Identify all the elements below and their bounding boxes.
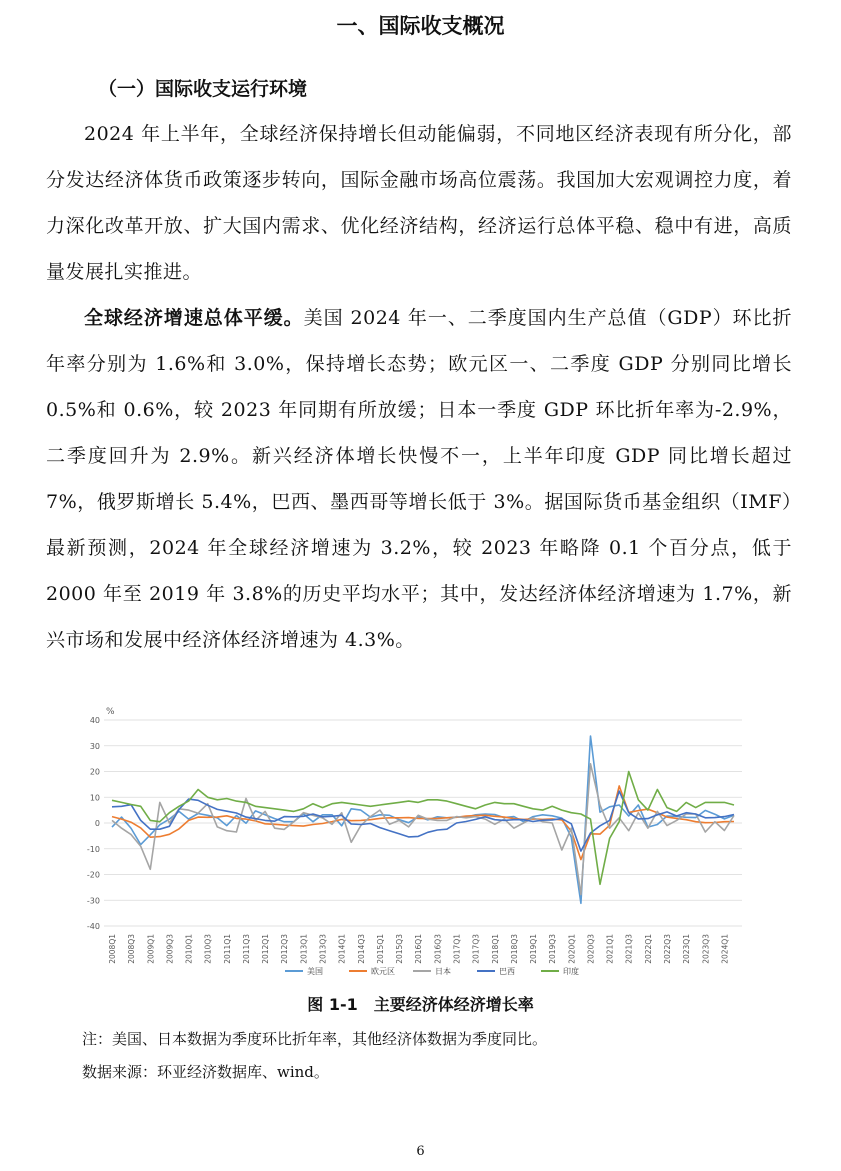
gdp-growth-line-chart <box>80 702 760 984</box>
chart-x-axis <box>108 934 729 964</box>
x-tick-label: 2020Q3 <box>586 934 596 964</box>
x-tick-label: 2011Q3 <box>241 934 251 964</box>
y-tick-label: 30 <box>89 741 100 751</box>
x-tick-label: 2013Q1 <box>299 934 309 964</box>
y-tick-label: -20 <box>86 870 100 880</box>
subsection-title: （一）国际收支运行环境 <box>98 78 308 100</box>
paragraph-1: 2024 年上半年，全球经济保持增长但动能偏弱，不同地区经济表现有所分化，部分发达经济体货币政策逐步转向，国际金融市场高位震荡。我国加大宏观调控力度，着力深化改革开放、扩大国内需求、优化经济结构，经济运行总体平稳、稳中有进，高质量发展扎实推进。 <box>46 123 792 283</box>
legend-label: 巴西 <box>499 967 515 976</box>
x-tick-label: 2012Q1 <box>261 934 271 964</box>
x-tick-label: 2021Q1 <box>605 934 615 964</box>
y-tick-label: 10 <box>89 793 100 803</box>
paragraph-2-lead: 全球经济增速总体平缓。 <box>84 307 304 329</box>
x-tick-label: 2023Q1 <box>682 934 692 964</box>
x-tick-label: 2010Q3 <box>203 934 213 964</box>
y-tick-label: 0 <box>94 819 100 828</box>
x-tick-label: 2015Q1 <box>375 934 385 964</box>
x-tick-label: 2019Q3 <box>548 934 558 964</box>
page-number: 6 <box>416 1144 425 1159</box>
figure-title: 图 1-1 主要经济体经济增长率 <box>307 995 534 1014</box>
y-tick-label: 20 <box>89 767 100 777</box>
y-tick-label: 40 <box>89 716 100 725</box>
legend-label: 美国 <box>307 967 323 976</box>
series-line-美国 <box>112 736 734 903</box>
x-tick-label: 2020Q1 <box>567 934 577 964</box>
chart-y-axis <box>87 707 115 931</box>
x-tick-label: 2017Q1 <box>452 934 462 964</box>
chart-series <box>112 736 734 903</box>
x-tick-label: 2009Q3 <box>165 934 175 964</box>
x-tick-label: 2018Q3 <box>509 934 519 964</box>
x-tick-label: 2015Q3 <box>395 934 405 964</box>
x-tick-label: 2010Q1 <box>184 934 194 964</box>
figure-source: 数据来源：环亚经济数据库、wind。 <box>82 1063 329 1081</box>
x-tick-label: 2016Q3 <box>433 934 443 964</box>
figure-note: 注：美国、日本数据为季度环比折年率，其他经济体数据为季度同比。 <box>82 1030 548 1048</box>
x-tick-label: 2019Q1 <box>529 934 539 964</box>
x-tick-label: 2013Q3 <box>318 934 328 964</box>
x-tick-label: 2022Q3 <box>663 934 673 964</box>
x-tick-label: 2011Q1 <box>222 934 232 964</box>
series-line-印度 <box>112 772 734 885</box>
legend-label: 日本 <box>435 967 451 976</box>
x-tick-label: 2016Q1 <box>414 934 424 964</box>
x-tick-label: 2012Q3 <box>280 934 290 964</box>
x-tick-label: 2014Q3 <box>356 934 366 964</box>
x-tick-label: 2008Q3 <box>127 934 137 964</box>
x-tick-label: 2018Q1 <box>490 934 500 964</box>
x-tick-label: 2017Q3 <box>471 934 481 964</box>
y-tick-label: -10 <box>86 844 100 854</box>
x-tick-label: 2009Q1 <box>146 934 156 964</box>
y-tick-label: -30 <box>86 896 100 906</box>
paragraph-2 <box>46 295 792 663</box>
series-line-日本 <box>112 764 734 895</box>
x-tick-label: 2008Q1 <box>108 934 117 964</box>
y-tick-label: -40 <box>86 922 100 931</box>
y-axis-label: % <box>106 707 115 717</box>
chart-legend <box>285 966 579 976</box>
x-tick-label: 2021Q3 <box>624 934 634 964</box>
x-tick-label: 2024Q1 <box>720 934 730 964</box>
legend-label: 欧元区 <box>371 967 395 976</box>
x-tick-label: 2014Q1 <box>337 934 347 964</box>
x-tick-label: 2023Q3 <box>701 934 711 964</box>
series-line-巴西 <box>112 791 734 851</box>
legend-label: 印度 <box>563 967 579 976</box>
paragraph-2-body: 美国 2024 年一、二季度国内生产总值（GDP）环比折年率分别为 1.6%和 3.0%，保持增长态势；欧元区一、二季度 GDP 分别同比增长 0.5%和 0.6%，较 2023 年同期有所放缓；日本一季度 GDP 环比折年率为-2.9%，二季度回升为 2.9%。新兴经济体增长快慢不一，上半年印度 GDP 同比增长超过 7%，俄罗斯增长 5.4%，巴西、墨西哥等增长低于 3%。据国际货币基金组织（IMF）最新预测，2024 年全球经济增速为 3.2%，较 2023 年略降 0.1 个百分点，低于 2000 年至 2019 年 3.8%的历史平均水平；其中，发达经济体经济增速为 1.7%，新兴市场和发展中经济体经济增速为 4.3%。 <box>46 307 792 651</box>
section-title: 一、国际收支概况 <box>336 14 505 38</box>
x-tick-label: 2022Q1 <box>643 934 653 964</box>
